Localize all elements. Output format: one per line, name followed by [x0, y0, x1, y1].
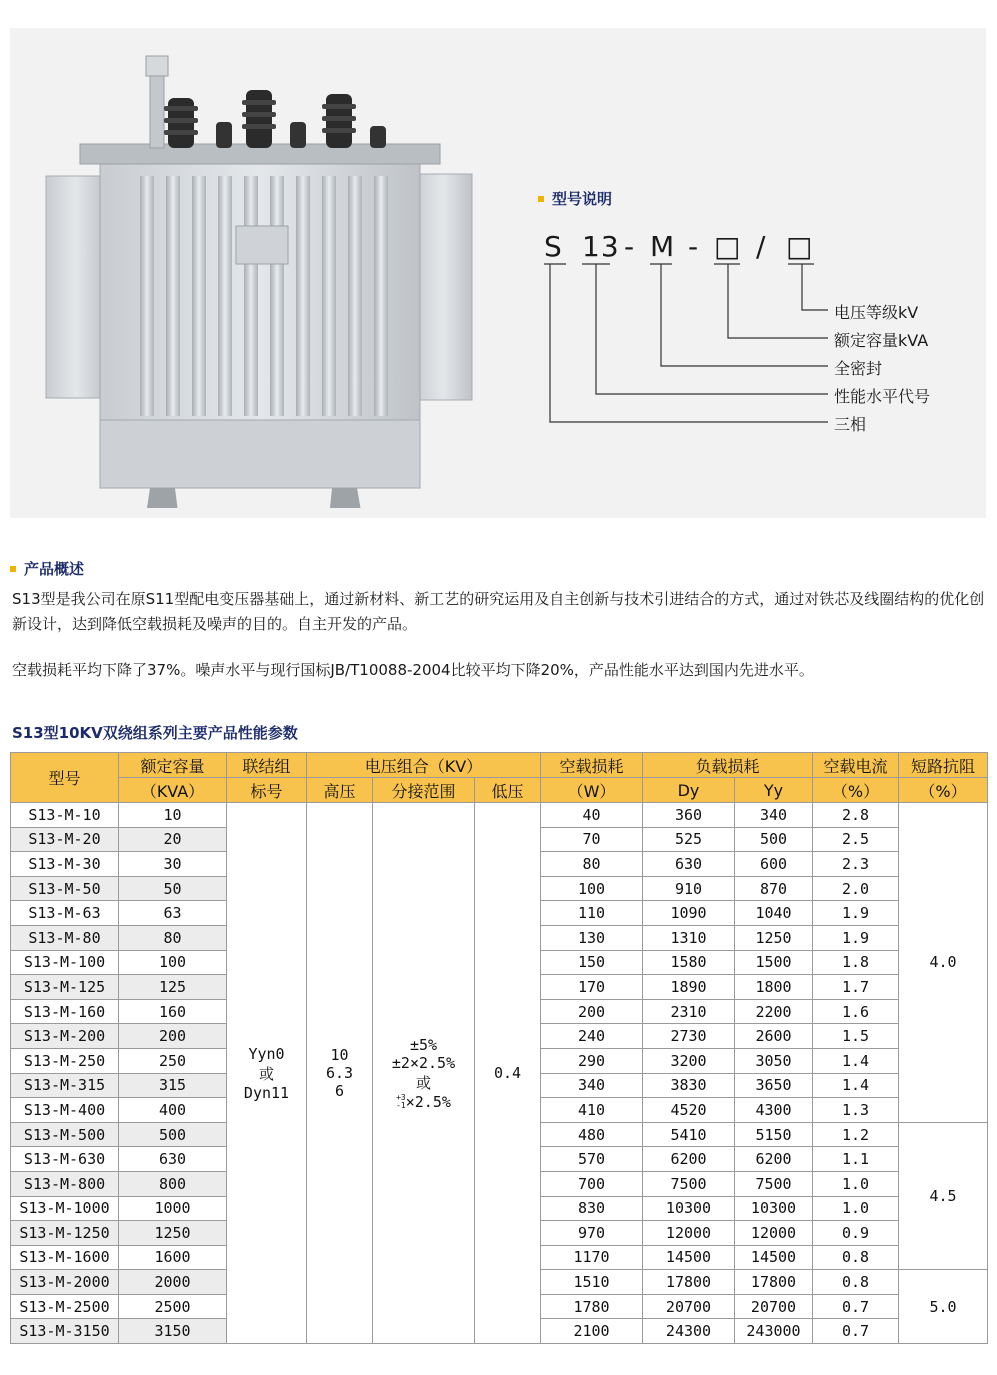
cell-model: S13-M-500	[11, 1122, 119, 1147]
code-s: S	[544, 230, 563, 263]
table-title: S13型10KV双绕组系列主要产品性能参数	[12, 724, 298, 742]
code-box-1: □	[714, 230, 742, 263]
cell-capacity: 1250	[119, 1221, 227, 1246]
cell-yy: 500	[735, 827, 813, 852]
header-yy: Yy	[735, 778, 813, 803]
cell-capacity: 1600	[119, 1245, 227, 1270]
header-model: 型号	[11, 753, 119, 803]
header-voltage: 电压组合（KV）	[307, 753, 541, 778]
cell-dy: 17800	[643, 1270, 735, 1295]
legend-capacity: 额定容量kVA	[834, 331, 929, 350]
cell-yy: 340	[735, 803, 813, 828]
cell-noload: 970	[541, 1221, 643, 1246]
cell-current: 1.9	[813, 901, 899, 926]
model-section-title: 型号说明	[538, 188, 958, 209]
cell-noload: 80	[541, 852, 643, 877]
code-slash: /	[756, 230, 767, 263]
cell-yy: 3050	[735, 1048, 813, 1073]
cell-noload: 200	[541, 999, 643, 1024]
cell-capacity: 80	[119, 925, 227, 950]
cell-model: S13-M-80	[11, 925, 119, 950]
cell-noload: 240	[541, 1024, 643, 1049]
cell-noload: 100	[541, 876, 643, 901]
cell-dy: 3830	[643, 1073, 735, 1098]
cell-yy: 1500	[735, 950, 813, 975]
cell-capacity: 50	[119, 876, 227, 901]
cell-noload: 1510	[541, 1270, 643, 1295]
cell-connection-merged: Yyn0 或 Dyn11	[227, 803, 307, 1344]
cell-noload: 340	[541, 1073, 643, 1098]
cell-current: 1.5	[813, 1024, 899, 1049]
cell-impedance-group-1: 4.0	[899, 803, 988, 1123]
cell-yy: 870	[735, 876, 813, 901]
cell-yy: 17800	[735, 1270, 813, 1295]
cell-model: S13-M-100	[11, 950, 119, 975]
cell-noload: 1170	[541, 1245, 643, 1270]
cell-dy: 12000	[643, 1221, 735, 1246]
cell-model: S13-M-315	[11, 1073, 119, 1098]
cell-dy: 14500	[643, 1245, 735, 1270]
cell-model: S13-M-10	[11, 803, 119, 828]
cell-noload: 570	[541, 1147, 643, 1172]
overview-title: 产品概述	[10, 558, 84, 579]
cell-current: 0.8	[813, 1245, 899, 1270]
cell-noload: 830	[541, 1196, 643, 1221]
cell-dy: 24300	[643, 1319, 735, 1344]
cell-model: S13-M-800	[11, 1171, 119, 1196]
cell-dy: 910	[643, 876, 735, 901]
cell-capacity: 125	[119, 975, 227, 1000]
cell-dy: 6200	[643, 1147, 735, 1172]
cell-noload: 700	[541, 1171, 643, 1196]
cell-yy: 2200	[735, 999, 813, 1024]
cell-capacity: 3150	[119, 1319, 227, 1344]
cell-lv-merged: 0.4	[475, 803, 541, 1344]
legend-phase: 三相	[834, 415, 867, 434]
code-m: M	[650, 230, 676, 263]
performance-table	[10, 752, 988, 1344]
header-hv: 高压	[307, 778, 373, 803]
cell-model: S13-M-400	[11, 1098, 119, 1123]
cell-model: S13-M-125	[11, 975, 119, 1000]
cell-current: 2.0	[813, 876, 899, 901]
cell-impedance-group-3: 5.0	[899, 1270, 988, 1344]
cell-noload: 480	[541, 1122, 643, 1147]
header-impedance: 短路抗阻	[899, 753, 988, 778]
header-tap: 分接范围	[373, 778, 475, 803]
cell-noload: 1780	[541, 1294, 643, 1319]
cell-yy: 600	[735, 852, 813, 877]
cell-capacity: 800	[119, 1171, 227, 1196]
cell-model: S13-M-63	[11, 901, 119, 926]
cell-model: S13-M-30	[11, 852, 119, 877]
cell-current: 1.8	[813, 950, 899, 975]
cell-current: 1.7	[813, 975, 899, 1000]
code-dash-1: -	[624, 230, 636, 263]
cell-noload: 70	[541, 827, 643, 852]
cell-dy: 1310	[643, 925, 735, 950]
cell-yy: 243000	[735, 1319, 813, 1344]
cell-model: S13-M-1250	[11, 1221, 119, 1246]
cell-yy: 2600	[735, 1024, 813, 1049]
cell-dy: 7500	[643, 1171, 735, 1196]
cell-yy: 1250	[735, 925, 813, 950]
cell-capacity: 315	[119, 1073, 227, 1098]
cell-current: 1.4	[813, 1048, 899, 1073]
transformer-image	[40, 48, 480, 508]
cell-dy: 10300	[643, 1196, 735, 1221]
header-connection-2: 标号	[227, 778, 307, 803]
cell-capacity: 400	[119, 1098, 227, 1123]
cell-current: 2.8	[813, 803, 899, 828]
code-box-2: □	[786, 230, 814, 263]
cell-yy: 4300	[735, 1098, 813, 1123]
cell-dy: 20700	[643, 1294, 735, 1319]
cell-yy: 12000	[735, 1221, 813, 1246]
cell-model: S13-M-160	[11, 999, 119, 1024]
cell-impedance-group-2: 4.5	[899, 1122, 988, 1270]
cell-current: 2.3	[813, 852, 899, 877]
cell-capacity: 160	[119, 999, 227, 1024]
cell-noload: 40	[541, 803, 643, 828]
cell-capacity: 20	[119, 827, 227, 852]
cell-capacity: 63	[119, 901, 227, 926]
cell-dy: 360	[643, 803, 735, 828]
header-capacity-unit: （KVA）	[119, 778, 227, 803]
cell-dy: 1580	[643, 950, 735, 975]
cell-model: S13-M-3150	[11, 1319, 119, 1344]
legend-level: 性能水平代号	[834, 387, 931, 406]
cell-current: 1.0	[813, 1171, 899, 1196]
cell-capacity: 1000	[119, 1196, 227, 1221]
cell-current: 0.9	[813, 1221, 899, 1246]
cell-capacity: 200	[119, 1024, 227, 1049]
cell-current: 1.6	[813, 999, 899, 1024]
cell-yy: 6200	[735, 1147, 813, 1172]
cell-noload: 410	[541, 1098, 643, 1123]
cell-capacity: 100	[119, 950, 227, 975]
header-load: 负载损耗	[643, 753, 813, 778]
header-current: 空载电流	[813, 753, 899, 778]
cell-model: S13-M-50	[11, 876, 119, 901]
cell-noload: 150	[541, 950, 643, 975]
cell-yy: 1040	[735, 901, 813, 926]
cell-current: 1.1	[813, 1147, 899, 1172]
cell-capacity: 30	[119, 852, 227, 877]
cell-hv-merged: 10 6.3 6	[307, 803, 373, 1344]
table-body	[11, 803, 988, 1344]
cell-tap-merged: ±5% ±2×2.5% 或 +3 -1 ×2.5%	[373, 803, 475, 1344]
cell-noload: 130	[541, 925, 643, 950]
cell-dy: 630	[643, 852, 735, 877]
cell-yy: 10300	[735, 1196, 813, 1221]
cell-yy: 1800	[735, 975, 813, 1000]
cell-model: S13-M-1600	[11, 1245, 119, 1270]
cell-model: S13-M-200	[11, 1024, 119, 1049]
cell-yy: 20700	[735, 1294, 813, 1319]
cell-model: S13-M-20	[11, 827, 119, 852]
cell-capacity: 500	[119, 1122, 227, 1147]
cell-capacity: 2500	[119, 1294, 227, 1319]
cell-dy: 525	[643, 827, 735, 852]
header-noload-unit: （W）	[541, 778, 643, 803]
cell-yy: 3650	[735, 1073, 813, 1098]
cell-yy: 5150	[735, 1122, 813, 1147]
cell-current: 0.7	[813, 1319, 899, 1344]
cell-model: S13-M-250	[11, 1048, 119, 1073]
header-connection: 联结组	[227, 753, 307, 778]
header-capacity: 额定容量	[119, 753, 227, 778]
cell-noload: 2100	[541, 1319, 643, 1344]
legend-voltage: 电压等级kV	[834, 303, 919, 322]
cell-model: S13-M-630	[11, 1147, 119, 1172]
header-dy: Dy	[643, 778, 735, 803]
cell-capacity: 2000	[119, 1270, 227, 1295]
cell-dy: 3200	[643, 1048, 735, 1073]
cell-model: S13-M-1000	[11, 1196, 119, 1221]
header-impedance-unit: （%）	[899, 778, 988, 803]
cell-current: 0.8	[813, 1270, 899, 1295]
header-current-unit: （%）	[813, 778, 899, 803]
overview-paragraph-1: S13型是我公司在原S11型配电变压器基础上，通过新材料、新工艺的研究运用及自主创新与技术引进结合的方式，通过对铁芯及线圈结构的优化创新设计，达到降低空载损耗及噪声的目的。自主开发的产品。	[12, 590, 985, 633]
cell-noload: 290	[541, 1048, 643, 1073]
cell-current: 0.7	[813, 1294, 899, 1319]
code-dash-2: -	[688, 230, 700, 263]
cell-current: 1.4	[813, 1073, 899, 1098]
product-photo-panel	[10, 28, 986, 518]
header-noload: 空载损耗	[541, 753, 643, 778]
cell-capacity: 10	[119, 803, 227, 828]
cell-yy: 7500	[735, 1171, 813, 1196]
header-lv: 低压	[475, 778, 541, 803]
cell-dy: 5410	[643, 1122, 735, 1147]
cell-dy: 2310	[643, 999, 735, 1024]
bullet-square-icon	[10, 566, 16, 572]
cell-current: 1.2	[813, 1122, 899, 1147]
cell-capacity: 250	[119, 1048, 227, 1073]
cell-dy: 2730	[643, 1024, 735, 1049]
cell-dy: 4520	[643, 1098, 735, 1123]
cell-dy: 1090	[643, 901, 735, 926]
cell-current: 1.3	[813, 1098, 899, 1123]
overview-paragraph-2: 空载损耗平均下降了37%。噪声水平与现行国标JB/T10088-2004比较平均下降20%，产品性能水平达到国内先进水平。	[12, 661, 814, 679]
cell-current: 1.0	[813, 1196, 899, 1221]
model-explanation	[538, 188, 958, 448]
cell-dy: 1890	[643, 975, 735, 1000]
cell-current: 1.9	[813, 925, 899, 950]
cell-noload: 110	[541, 901, 643, 926]
cell-model: S13-M-2500	[11, 1294, 119, 1319]
cell-model: S13-M-2000	[11, 1270, 119, 1295]
cell-capacity: 630	[119, 1147, 227, 1172]
cell-noload: 170	[541, 975, 643, 1000]
table-row	[11, 803, 988, 828]
legend-sealed: 全密封	[834, 359, 883, 378]
code-13: 13	[582, 230, 620, 263]
cell-current: 2.5	[813, 827, 899, 852]
cell-yy: 14500	[735, 1245, 813, 1270]
